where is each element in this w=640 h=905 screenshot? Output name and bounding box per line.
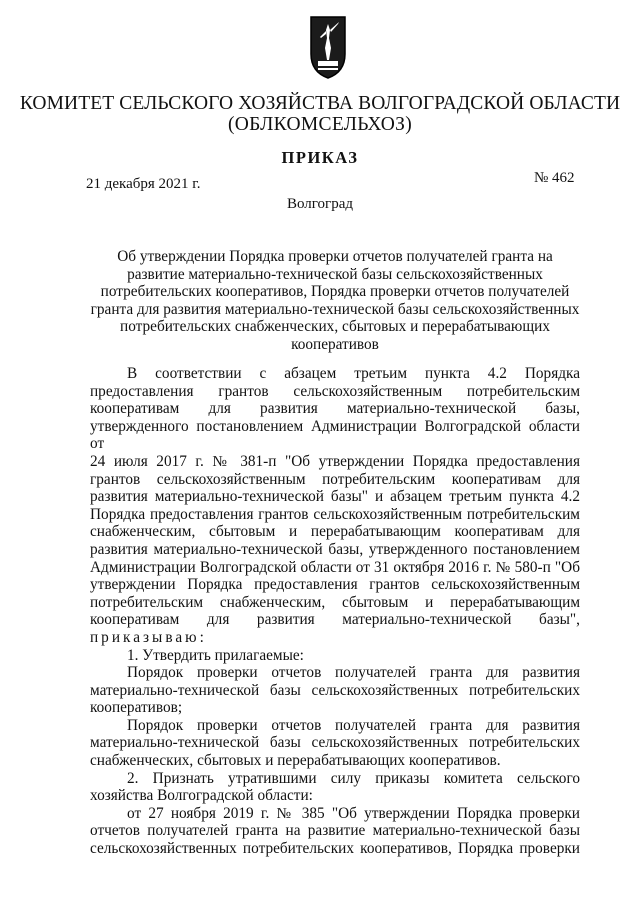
body-line: Порядок проверки отчетов получателей гранта для развития [127,664,580,682]
subject-line: Об утверждении Порядка проверки отчетов получателей гранта на [117,248,553,265]
body-line: Администрации Волгоградской области от 31 октября 2016 г. № 580-п "Об [90,558,580,576]
body-line: предоставления грантов сельскохозяйственным потребительским [90,382,580,400]
body-line: утвержденного постановлением Администрации Волгоградской области от [90,417,580,453]
body-line: снабженческих, сбытовых и перерабатывающих кооперативов. [90,752,501,770]
subject-line: гранта для развития материально-технической базы сельскохозяйственных [90,300,580,318]
item-1b [90,717,580,770]
preamble-paragraph [90,365,580,647]
body-line: потребительским снабженческим, сбытовым и перерабатывающим [90,593,580,611]
body-line: снабженческим, сбытовым и перерабатывающим кооперативам для [90,523,580,541]
document-city: Волгоград [286,196,353,212]
body-line: материально-технической базы сельскохозяйственных потребительских [90,681,580,699]
subject-line: развитие материально-технической базы сельскохозяйственных [127,265,543,283]
organization-name: КОМИТЕТ СЕЛЬСКОГО ХОЗЯЙСТВА ВОЛГОГРАДСКОЙ ОБЛАСТИ [19,93,621,114]
subject-line: кооперативов [291,335,379,353]
body-line: отчетов получателей гранта на развитие материально-технической базы [90,822,580,840]
order-word: приказываю: [90,628,207,646]
body-line: материально-технической базы сельскохозяйственных потребительских [90,734,580,752]
item-1-heading: 1. Утвердить прилагаемые: [127,646,304,664]
body-line: Порядок проверки отчетов получателей гранта для развития [127,716,580,734]
body-line: развития материально-технической базы" и абзацем третьим пункта 4.2 [90,488,580,506]
body-line: 24 июля 2017 г. № 381-п "Об утверждении Порядка предоставления [90,452,580,470]
organization-short-name: (ОБЛКОМСЕЛЬХОЗ) [227,114,413,135]
body-line: от 27 ноября 2019 г. № 385 "Об утверждении Порядка проверки [127,804,580,822]
item-2a [90,805,580,858]
item-2 [90,770,580,805]
body-line: кооперативов; [90,699,183,717]
item-1 [90,647,580,665]
body-line: сельскохозяйственных потребительских кооперативов, Порядка проверки [90,840,580,858]
body-line: Порядка предоставления грантов сельскохозяйственным потребительским [90,505,580,523]
body-line: кооперативам для развития материально-технической базы, [90,400,580,418]
body-line: 2. Признать утратившими силу приказы комитета сельского [127,769,580,787]
body-line: развития материально-технической базы, утвержденного постановлением [90,540,580,558]
body-line: утверждении Порядка предоставления грантов сельскохозяйственным [90,576,580,594]
body-line: В соответствии с абзацем третьим пункта 4.2 Порядка [127,365,580,382]
item-1a [90,664,580,717]
body-line: хозяйства Волгоградской области: [90,787,313,805]
volgograd-coat-of-arms-icon [308,14,348,80]
document-subject [90,248,580,354]
document-number: № 462 [534,170,575,186]
body-line: кооперативам для развития материально-технической базы", [90,611,580,629]
body-line: грантов сельскохозяйственным потребительским кооперативам для [90,470,580,488]
subject-line: потребительских кооперативов, Порядка проверки отчетов получателей [100,283,570,301]
document-type: ПРИКАЗ [281,148,359,167]
subject-line: потребительских снабженческих, сбытовых и перерабатывающих [120,318,550,336]
document-body [90,365,580,858]
document-date: 21 декабря 2021 г. [86,176,201,192]
